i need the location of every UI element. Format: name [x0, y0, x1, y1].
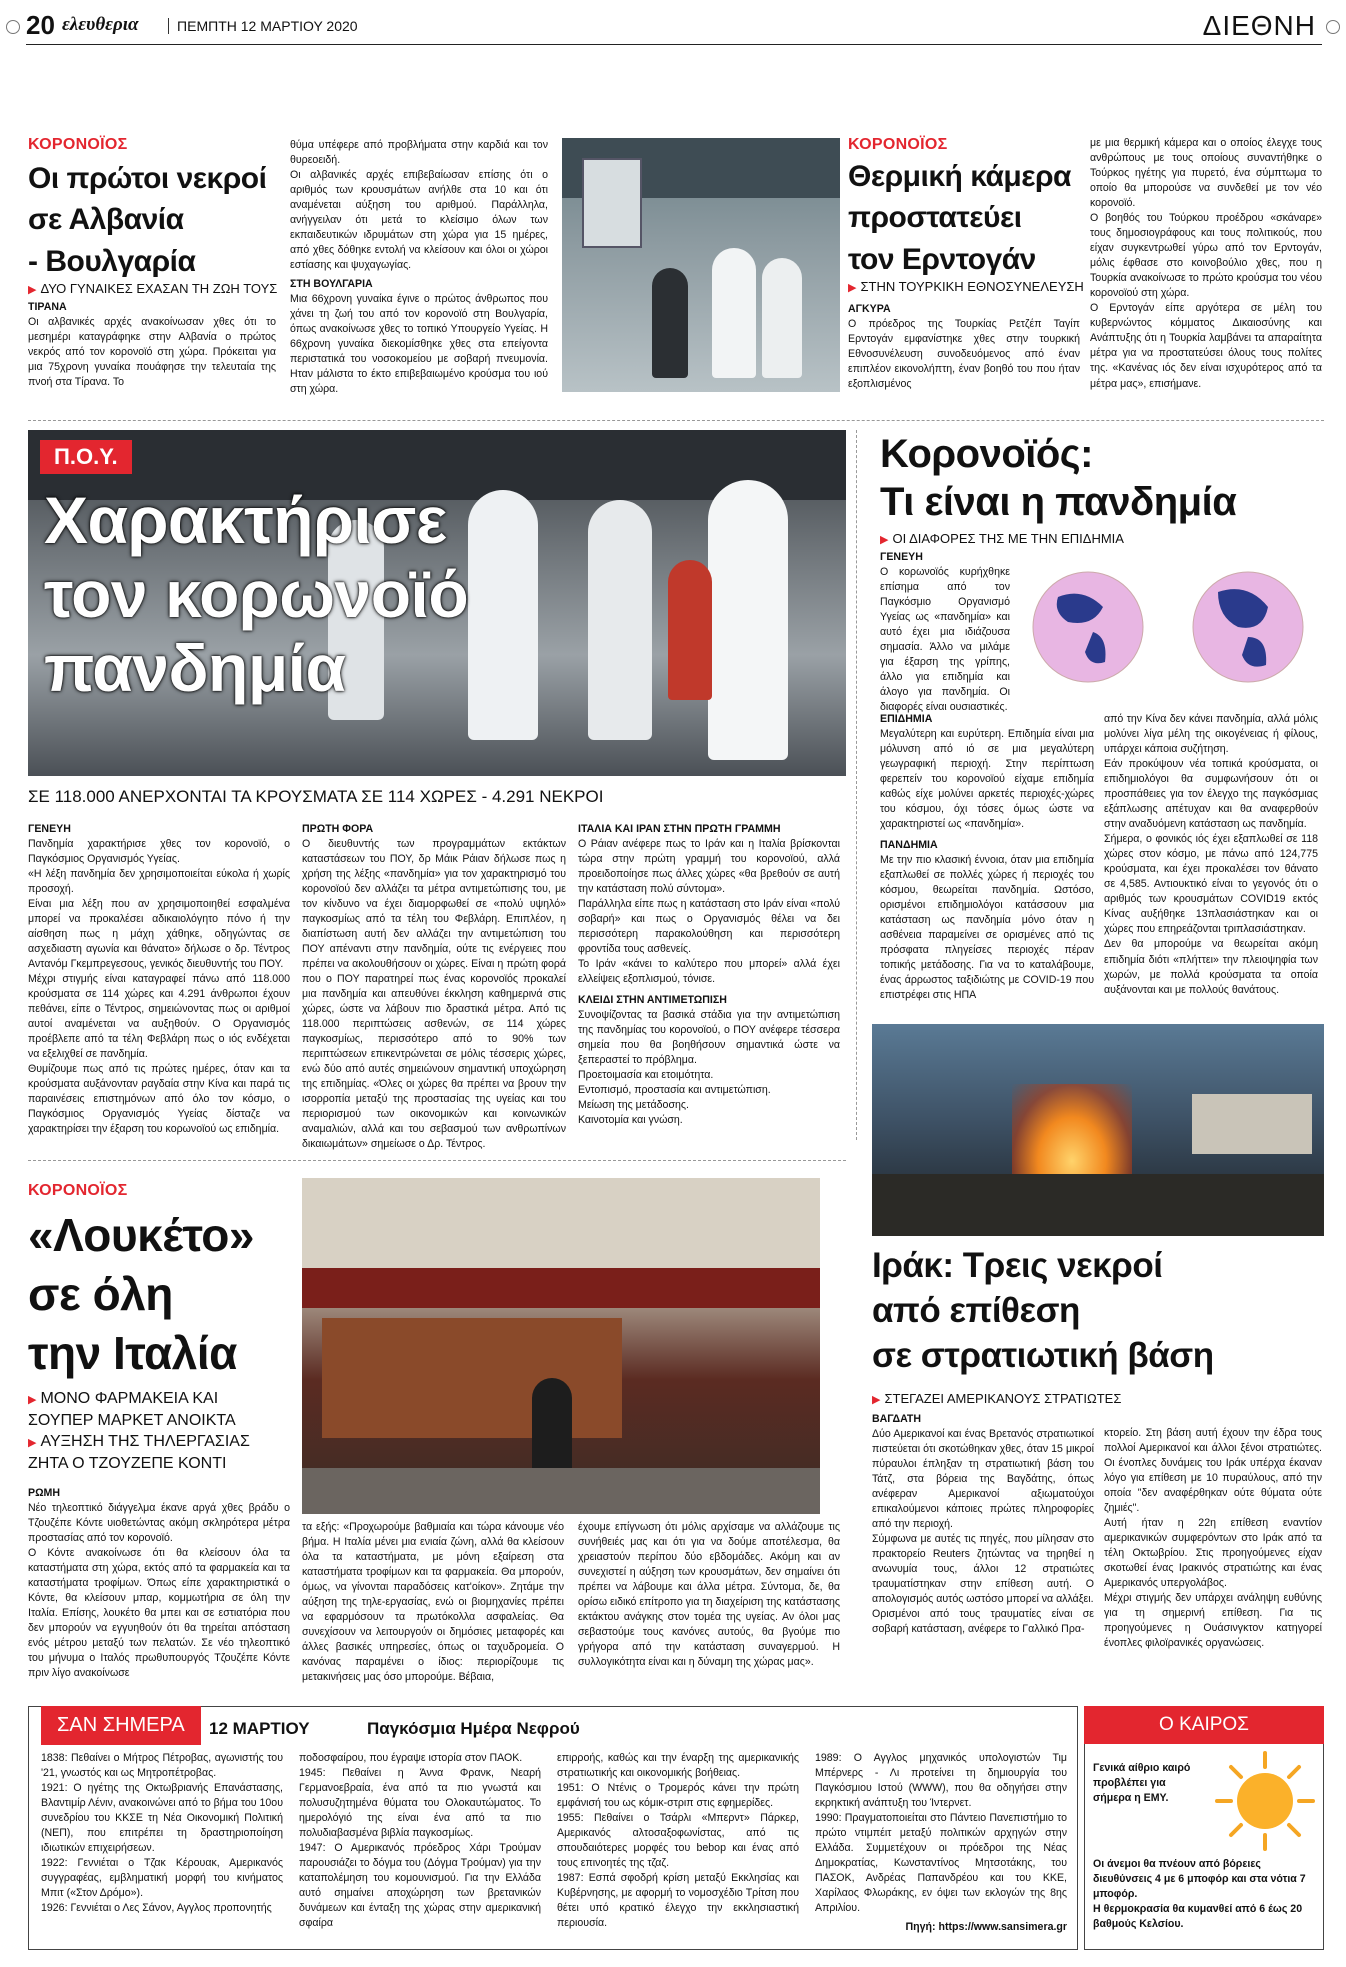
- headline-overlay: Χαρακτήρισε τον κορωνοϊό πανδημία: [44, 483, 469, 705]
- vertical-divider: [856, 430, 857, 1140]
- column-3: έχουμε επίγνωση ότι μόλις αρχίσαμε να αλλάζουμε τις συνήθειές μας και ότι για να δούμε αποτέλεσμα, θα χρειαστούν περίπου δύο εβδομάδες. Ακόμη και αν συνεχιστεί η αύξηση των κρουσμάτων, δεν σημαίνει ότι πρέπει να λάβουμε και άλλα μέτρα. Σύντομα, δε, θα ορίσω ειδικό επίτροπο για τη διαχείριση της κατάστασης εκτάκτου ανάγκης στον τομέα της υγείας. Αν όλοι μας σεβαστούμε τους κανόνες αυτούς, θα βγούμε πιο γρήγορα από την κατάσταση συναγερμού. Η συλλογικότητα είναι και η δύναμη της χώρας μας».: [578, 1521, 840, 1669]
- column-1: ΑΓΚΥΡΑ Ο πρόεδρος της Τουρκίας Ρετζέπ Ταγίπ Ερντογάν εμφανίστηκε χθες στην τουρκική Εθνοσυνέλευση συνοδευόμενος από έναν επιπλέον εικονολήπτη, έναν βοηθό του που ήταν εξοπλισμένος: [848, 303, 1080, 390]
- photo-closed-cafe: [302, 1178, 820, 1514]
- weather-box: [1084, 1706, 1324, 1950]
- reg-mark-right: [1326, 20, 1340, 34]
- divider: [28, 1160, 846, 1161]
- today-label: ΣΑΝ ΣΗΜΕΡΑ: [41, 1706, 201, 1745]
- headline: Θερμική κάμερα προστατεύει τον Ερντογάν: [848, 160, 1071, 276]
- column-2: με μια θερμική κάμερα και ο οποίος έλεγχε τους ανθρώπους με τους οποίους συναντήθηκε ο Τούρκος ηγέτης για πυρετό, ένα σύμπτωμα το οποίο θα μπορούσε να συνδεθεί με τον νέο κορονοϊό. Ο βοηθός του Τούρκου προέδρου «σκάναρε» τους δημοσιογράφους και τους πολιτικούς, που είχαν συγκεντρωθεί γύρω από τον Ερντογάν, μόλις έφθασε στο κοινοβούλιο χθες, που η Τουρκία ανακοίνωσε το πρώτο κρούσμα του νέου κορονοϊού στη χώρα. Ο Ερντογάν είπε αργότερα σε μέλη του κυβερνώντος κόμματος Δικαιοσύνης και Ανάπτυξης ότι η Τουρκία λαμβάνει τα απαραίτητα μέτρα για να προστατεύσει όλους τους πολίτες της. «Κανένας ιός δεν είναι ισχυρότερος από τα μέτρα μας», επισήμανε.: [1090, 137, 1322, 390]
- page-header: [0, 0, 1346, 46]
- subheadline: ▶ ΣΤΕΓΑΖΕΙ ΑΜΕΡΙΚΑΝΟΥΣ ΣΤΡΑΤΙΩΤΕΣ: [872, 1391, 1122, 1406]
- headline: «Λουκέτο» σε όλη την Ιταλία: [28, 1209, 254, 1379]
- article-erdogan-thermal: [848, 52, 1324, 422]
- headline: Οι πρώτοι νεκροί σε Αλβανία - Βουλγαρία: [28, 162, 267, 278]
- column-1: ΒΑΓΔΑΤΗ Δύο Αμερικανοί και ένας Βρετανός στρατιωτικοί πιστεύεται ότι σκοτώθηκαν χθες, όταν 15 μικροί πύραυλοι έπληξαν τη στρατιωτική βάση του Τάτζ, στα βόρεια της Βαγδάτης, όπως ανέφεραν Αμερικανοί αξιωματούχοι επικαλούμενοι κάποιες πρώτες πληροφορίες από την περιοχή. Σύμφωνα με αυτές τις πηγές, που μίλησαν στο πρακτορείο Reuters ζητώντας να τηρηθεί η ανωνυμία τους, άλλοι 12 στρατιώτες τραυματίστηκαν στην επίθεση αυτή. Ο απολογισμός αυτός ωστόσο μπορεί να αλλάξει. Ορισμένοι από τους τραυματίες είναι σε σοβαρή κατάσταση, ανέφερε το Γαλλικό Πρα-: [872, 1413, 1094, 1636]
- headline: Ιράκ: Τρεις νεκροί από επίθεση σε στρατιωτική βάση: [872, 1246, 1214, 1375]
- category-label: ΚΟΡΟΝΟΪΟΣ: [848, 136, 948, 153]
- who-column-2: ΠΡΩΤΗ ΦΟΡΑ Ο διευθυντής των προγραμμάτων εκτάκτων καταστάσεων του ΠΟΥ, δρ Μάικ Ράιαν δήλωσε πως η χρήση της λέξης «πανδημία» για τον χαρακτηρισμό του κορονοϊού δεν αλλάζει τα μέτρα αντιμετώπισης του, με τον κίνδυνο να έχει διαμορφωθεί σε «πολύ υψηλό» παγκοσμίως από τα τέλη του Φεβλάρη. Επιπλέον, η διαπίστωση αυτή δεν αλλάζει την αντιμετώπιση του ΠΟΥ απέναντι στην πανδημία, ούτε τις ενέργειες που πρέπει να ακολουθήσουν οι χώρες. Είναι η πρώτη φορά που ο ΠΟΥ παρατηρεί πως ένας κορονοϊός προκαλεί μια πανδημία και απευθύνει έκκληση καθημερινά στις χώρες, ώστε να λάβουν πιο δραστικά μέτρα. Από τις 118.000 περιπτώσεις ασθενών, σε 114 χώρες παγκοσμίως, περισσότερο από το 90% των περιπτώσεων επικεντρώνεται σε μόλις τέσσερις χώρες, ενώ δύο από αυτές σημειώνουν σημαντική υποχώρηση της επιδημίας. «Όλες οι χώρες θα πρέπει να βρουν την ισορροπία μεταξύ της προστασίας της υγείας και του περιορισμού των οικονομικών και κοινωνικών αναμαλιών, αλλά και του σεβασμού των ανθρωπίνων δικαιωμάτων» σημείωσε ο Δρ. Τέντρος.: [302, 823, 566, 1151]
- header-date: ΠΕΜΠΤΗ 12 ΜΑΡΤΙΟΥ 2020: [168, 18, 358, 34]
- today-in-history-box: [28, 1706, 1078, 1950]
- subheadline: ▶ ΣΤΗΝ ΤΟΥΡΚΙΚΗ ΕΘΝΟΣΥΝΕΛΕΥΣΗ: [848, 279, 1084, 294]
- subheadline: ▶ ΟΙ ΔΙΑΦΟΡΕΣ ΤΗΣ ΜΕ ΤΗΝ ΕΠΙΔΗΜΙΑ: [880, 531, 1124, 546]
- page-number: 20: [26, 10, 55, 40]
- who-badge: Π.Ο.Υ.: [40, 440, 132, 474]
- photo-hazmat-station: [562, 138, 840, 392]
- category-label: ΚΟΡΟΝΟΪΟΣ: [28, 1182, 128, 1199]
- photo-disinfection-team: [28, 430, 846, 776]
- column-pandemic: από την Κίνα δεν κάνει πανδημία, αλλά μόλις μολύνει λίγα μέλη της οικογένειας ή φίλους, υπάρχει κάποια συζήτηση. Εάν προκύψουν νέα τοπικά κρούσματα, οι επιδημιολόγοι θα συμφωνήσουν ότι οι προσπάθειες για τον έλεγχο της παγκόσμιας εξάπλωσης απέτυχαν και θα αναφερθούν στην αναδυόμενη κατάσταση ως πανδημία. Σήμερα, ο φονικός ιός έχει εξαπλωθεί σε 118 χώρες στον κόσμο, με πάνω από 124,775 κρούσματα, και έχει προκαλέσει τον θάνατο σε 4,585. Αντιουκτικό είναι το γεγονός ότι ο αριθμός των κρουσμάτων COVID19 εκτός Κίνας αυξήθηκε 13πλασιάστηκαν και οι χώρες που επηρεάζονται τριπλασιάστηκαν. Δεν θα μπορούμε να θεωρείται ακόμη επιδημία διότι «πλήττει» την πλειοψηφία των χωρών, με πολλά κρούσματα τα οποία αυξάνονται και με πολλούς θανάτους.: [1104, 713, 1318, 996]
- weather-label: Ο ΚΑΙΡΟΣ: [1084, 1706, 1324, 1744]
- globe-graphic: [1018, 562, 1318, 692]
- header-rule: [26, 44, 1322, 45]
- who-subheadline: ΣΕ 118.000 ΑΝΕΡΧΟΝΤΑΙ ΤΑ ΚΡΟΥΣΜΑΤΑ ΣΕ 114 ΧΩΡΕΣ - 4.291 ΝΕΚΡΟΙ: [28, 787, 604, 806]
- headline: Κορονοϊός: Τι είναι η πανδημία: [880, 432, 1237, 524]
- sun-icon: [1213, 1749, 1317, 1853]
- reg-mark-left: [6, 20, 20, 34]
- section-name: ΔΙΕΘΝΗ: [1202, 10, 1316, 41]
- today-source: Πηγή: https://www.sansimera.gr: [905, 1921, 1067, 1934]
- column-2: κτορείο. Στη βάση αυτή έχουν την έδρα τους πολλοί Αμερικανοί και άλλοι ξένοι στρατιώτες. Οι ένοπλες δυνάμεις του Ιράκ υπέρχα έκαναν λόγο για επίθεση με 10 πυραύλους, από την οποία "δεν αναφέρθηκαν ούτε θύματα ούτε ζημιές". Αυτή ήταν η 22η επίθεση εναντίον αμερικανικών συμφερόντων στο Ιράκ από τα τέλη Οκτωβρίου. Στις προηγούμενες είχαν σκοτωθεί ένας Ιρακινός στρατιώτης και ένας Αμερικανός υπεργολάβος. Μέχρι στιγμής δεν υπάρχει ανάληψη ευθύνης για τη σημερινή επίθεση. Για τις προηγούμενες η Ουάσινγκτον κατηγορεί ένοπλες φιλοϊρανικές οργανώσεις.: [1104, 1427, 1322, 1650]
- column-1: ΤΙΡΑΝΑ Οι αλβανικές αρχές ανακοίνωσαν χθες ότι το μεσημέρι καταγράφηκε στην Αλβανία ο πρώτος νεκρός από τον κορονοϊό στη χώρα. Πρόκειται για μια 75χρονη γυναίκα πουάφησε την τελευταία της πνοή στα Τίρανα. Το: [28, 301, 276, 388]
- column-2: τα εξής: «Προχωρούμε βαθμιαία και τώρα κάνουμε νέο βήμα. Η Ιταλία μένει μια ενιαία ζώνη, αλλά θα κλείσουν όλα τα καταστήματα, με μόνη εξαίρεση στα καταστήματα τροφίμων και τα φαρμακεία. Θα μπορούν, όμως, να γίνονται παραδόσεις κατ'οίκον». Ζητάμε την αύξηση της τηλε-εργασίας, ενώ οι βιομηχανίες πρέπει να εφαρμόσουν τα πρωτόκολλα ασφαλείας. Θα συνεχίσουν να λειτουργούν οι δημόσιες μεταφορές και άλλες βασικές υπηρεσίες, όπως οι ταχυδρομεία. Ο κανόνας παραμένει ο ίδιος: περιορίζουμε τις μετακινήσεις μας όσο μπορούμε. Βέβαια,: [302, 1521, 564, 1684]
- who-column-1: ΓΕΝΕΥΗ Πανδημία χαρακτήρισε χθες τον κορονοϊό, ο Παγκόσμιος Οργανισμός Υγείας. «Η λέξη πανδημία δεν χρησιμοποιείται εύκολα ή χωρίς προσοχή. Είναι μια λέξη που αν χρησιμοποιηθεί εσφαλμένα μπορεί να προκαλέσει αδικαιολόγητο πόνο ή την αίσθηση πως η μάχη χάθηκε, οδηγώντας σε ασχεδιαστη αγωνία και θάνατο» δήλωσε ο δρ. Τέντρος Αντανόμ Γκεμπρεγεσους, γενικός διευθυντής του ΠΟΥ. Μέχρι στιγμής είναι καταγραφεί πάνω από 118.000 κρούσματα σε 114 χώρες και 4.291 άνθρωποι έχουν πεθάνει, είπε ο Τέντρος, σημειώνοντας πως οι αριθμοί αυτοί αναμένεται να αυξηθούν. Ο Οργανισμός προέβλεπε από τα τέλη Φεβλάρη πως ο ιός ενδέχεται να εξελιχθεί σε πανδημία. Θυμίζουμε πως από τις πρώτες ημέρες, όταν και τα κρούσματα αυξάνονταν ραγδαία στην Κίνα και παρά τις παραινέσεις επιστημόνων από όλο τον κόσμο, ο Παγκόσμιος Οργανισμός Υγείας δίσταζε να χαρακτηρίσει την έξαρση του κορωνοϊού ως επιδημία.: [28, 823, 290, 1136]
- today-column-3: επιρροής, καθώς και την έναρξη της αμερικανικής στρατιωτικής και οικονομικής βοήθειας. 1951: Ο Ντένις ο Τρομερός κάνει την πρώτη εμφάνισή του ως κόμικ-στριπ στις εφημερίδες. 1955: Πεθαίνει ο Τσάρλι «Μπερντ» Πάρκερ, Αμερικανός αλτοσαξοφωνίστας, από τις σπουδαιότερες μορφές του bebop και ένας από τους επινοητές της τζαζ. 1987: Εσπά σφοδρή κρίση μεταξύ Εκκλησίας και Κυβέρνησης, με αφορμή το νομοσχέδιο Τρίτση που θέτει υπό κρατικό έλεγχο την εκκλησιαστική περιουσία.: [557, 1752, 799, 1930]
- today-date: 12 ΜΑΡΤΙΟΥ: [209, 1719, 310, 1738]
- paper-name: ελευθερια: [62, 14, 139, 35]
- article-albania-bulgaria: [28, 52, 558, 422]
- article-iraq-attack: [872, 1244, 1324, 1704]
- today-column-4: 1989: Ο Αγγλος μηχανικός υπολογιστών Τιμ Μπέρνερς - Λι προτείνει τη δημιουργία του Παγκόσμιου Ιστού (WWW), που θα οδηγήσει στην εκρηκτική ανάπτυξη του Ίντερνετ. 1990: Πραγματοποιείται στο Πάντειο Πανεπιστήμιο το πρώτο ντιμπέιτ μεταξύ πολιτικών αρχηγών στην Ελλάδα. Συμμετέχουν οι πρόεδροι της Νέας Δημοκρατίας, Κωνσταντίνος Μητσοτάκης, του ΠΑΣΟΚ, Ανδρέας Παπανδρέου και του ΚΚΕ, Χαρίλαος Φλωράκης, εν όψει των εκλογών της 8ης Απριλίου. Πηγή: https://www.sansimera.gr: [815, 1751, 1067, 1935]
- who-column-3: ΙΤΑΛΙΑ ΚΑΙ ΙΡΑΝ ΣΤΗΝ ΠΡΩΤΗ ΓΡΑΜΜΗ Ο Ράιαν ανέφερε πως το Ιράν και η Ιταλία βρίσκονται τώρα στην πρώτη γραμμή του κορονοϊού, αλλά προειδοποίησε πως άλλες χώρες «θα βρεθούν σε αυτή την κατάσταση πολύ σύντομα». Παράλληλα είπε πως η κατάσταση στο Ιράν είναι «πολύ σοβαρή» και πως ο Οργανισμός θέλει να δει περισσότερη παρακολούθηση και περισσότερη φροντίδα τους ασθενείς. Το Ιράν «κάνει το καλύτερο που μπορεί» αλλά έχει ελλείψεις εξοπλισμού, τόνισε. ΚΛΕΙΔΙ ΣΤΗΝ ΑΝΤΙΜΕΤΩΠΙΣΗ Συνοψίζοντας τα βασικά στάδια για την αντιμετώπιση της πανδημίας του κορονοϊού, ο ΠΟΥ ανέφερε τέσσερα σημεία που θα βοηθήσουν σημαντικά ώστε να ξεπεραστεί το πρόβλημα. Προετοιμασία και ετοιμότητα. Εντοπισμό, προστασία και αντιμετώπιση. Μείωση της μετάδοσης. Καινοτομία και γνώση.: [578, 823, 840, 1127]
- subheadline-1: ▶ ΜΟΝΟ ΦΑΡΜΑΚΕΙΑ ΚΑΙ ΣΟΥΠΕΡ ΜΑΡΚΕΤ ΑΝΟΙΚΤΑ ▶ ΑΥΞΗΣΗ ΤΗΣ ΤΗΛΕΡΓΑΣΙΑΣ ΖΗΤΑ Ο ΤΖΟΥΖΕΠΕ ΚΟΝΤΙ: [28, 1390, 250, 1472]
- column-2: θύμα υπέφερε από προβλήματα στην καρδιά και τον θυρεοειδή. Οι αλβανικές αρχές επιβεβαίωσαν επίσης ότι ο αριθμός των κρουσμάτων ανήλθε στα 10 και ότι αναμένεται αύξηση του αριθμού. Παράλληλα, ανήγγειλαν ότι μετά το κλείσιμο όλων των εκπαιδευτικών ιδρυμάτων στη χώρα για 15 ημέρες, από χθες δόθηκε εντολή να κλείσουν και όλοι οι χώροι εστίασης και ψυχαγωγίας. ΣΤΗ ΒΟΥΛΓΑΡΙΑ Μια 66χρονη γυναίκα έγινε ο πρώτος άνθρωπος που χάνει τη ζωή του από τον κορονοϊό στη Βουλγαρία, όπως ανακοίνωσε χθες το τοπικό Υπουργείο Υγείας. Η 66χρονη γυναίκα διεκομίσθηκε χθες στα επείγοντα περιστατικά του νοσοκομείου με σοβαρή πνευμονία. Ηταν μάλιστα το έκτο επιβεβαιωμένο κρούσμα του ιού στη χώρα.: [290, 139, 548, 396]
- subheadline: ▶ ΔΥΟ ΓΥΝΑΙΚΕΣ ΕΧΑΣΑΝ ΤΗ ΖΩΗ ΤΟΥΣ: [28, 281, 278, 296]
- intro-column: ΓΕΝΕΥΗ Ο κορωνοϊός κυρήχθηκε επίσημα από τον Παγκόσμιο Οργανισμό Υγείας ως «πανδημία» και αυτό έχει μια ιδιάζουσα σημασία. Άλλο να μιλάμε για έξαρση της γρίπης, άλλο για επιδημία και άλογο για πανδημία. Οι διαφορές είναι ουσιαστικές.: [880, 551, 1010, 714]
- today-event: Παγκόσμια Ημέρα Νεφρού: [367, 1719, 580, 1738]
- article-pandemic-explainer: [872, 426, 1324, 1116]
- column-1: ΡΩΜΗ Νέο τηλεοπτικό διάγγελμα έκανε αργά χθες βράδυ ο Τζουζέπε Κόντε υιοθετώντας ακόμη σκληρότερα μέτρα προστασίας από τον κορονοϊό. Ο Κόντε ανακοίνωσε ότι θα κλείσουν όλα τα καταστήματα στη χώρα, εκτός από τα φαρμακεία και τα καταστήματα τροφίμων. Όπως είπε χαρακτηριστικά ο Κόντε, θα κλείσουν μπαρ, κομμωτήρια σε όλη την Ιταλία. Επίσης, λουκέτο θα μπει και σε εστιατόρια που δεν μπορούν να εγγυηθούν ότι θα τηρείται απόσταση ενός μέτρου μεταξύ των πελατών. Σε νέο τηλεοπτικό του μήνυμα ο Ιταλός πρωθυπουργός Τζουζέπε Κόντε πριν λίγο ανακοίνωσε: [28, 1487, 290, 1680]
- divider: [28, 420, 1324, 421]
- weather-text-1: Γενικά αίθριο καιρό προβλέπει για σήμερα η ΕΜΥ.: [1093, 1762, 1191, 1805]
- category-label: ΚΟΡΟΝΟΪΟΣ: [28, 136, 128, 153]
- photo-fire-base: [872, 1024, 1324, 1236]
- today-column-1: 1838: Πεθαίνει ο Μήτρος Πέτροβας, αγωνιστής του '21, γνωστός και ως Μητροπέτροβας. 1921: Ο ηγέτης της Οκτωβριανής Επανάστασης, Βλαντιμίρ Λένιν, ανακοινώνει από το βήμα του 10ου συνεδρίου του ΚΚΣΕ τη Νέα Οικονομική Πολιτική (ΝΕΠ), που επιτρέπει τη δραστηριοποίηση ιδιωτικών επιχειρήσεων. 1922: Γεννιέται ο Τζακ Κέρουακ, Αμερικανός συγγραφέας, εμβληματική μορφή του κινήματος Μπιτ («Στον Δρόμο»). 1926: Γεννιέται ο Λες Σάνον, Αγγλος προπονητής: [41, 1752, 283, 1915]
- column-epidemic: ΕΠΙΔΗΜΙΑ Μεγαλύτερη και ευρύτερη. Επιδημία είναι μια μόλυνση από ιό σε μια μεγαλύτερη γεωγραφική περιοχή. Στην περίπτωση φερεπείν του κορονοϊού είχαμε επιδημία καθώς είχε μολύνει αρκετές περιοχές-χώρες του κόσμου, όχι τόσες όμως ώστε να χαρακτηριστεί ως «πανδημία». ΠΑΝΔΗΜΙΑ Με την πιο κλασική έννοια, όταν μια επιδημία εξαπλωθεί σε πολλές χώρες ή περιοχές του κόσμου, θεωρείται πανδημία. Ωστόσο, ορισμένοι επιδημιολόγοι κατάσσουν μια κατάσταση ως πανδημία μόνο όταν η ασθένεια παραμείνει σε ορισμένες από τις πρόσφατα πληγείσες περιοχές πέραν τοπικής μετάδοσης. Για να το καταλάβουμε, ένας άρρωστος ταξιδιώτης με COVID-19 που επιστρέφει στις ΗΠΑ: [880, 713, 1094, 1002]
- today-column-2: ποδοσφαίρου, που έγραψε ιστορία στον ΠΑΟΚ. 1945: Πεθαίνει η Άννα Φρανκ, Νεαρή Γερμανοεβραία, ένα από τα πιο γνωστά και πολυσυζητημένα θύματα του Ολοκαυτώματος. Το ημερολόγιό της είναι ένα από τα πιο πολυδιαβασμένα βιβλία παγκοσμίως. 1947: Ο Αμερικανός πρόεδρος Χάρι Τρούμαν παρουσιάζει το δόγμα του (Δόγμα Τρούμαν) για την καταπολέμηση του κομουνισμού. Για την Ελλάδα αυτό σημαίνει αποχώρηση των βρετανικών δυνάμεων και ένταξη της χώρας στην αμερικανική σφαίρα: [299, 1752, 541, 1930]
- weather-text-2: Οι άνεμοι θα πνέουν από βόρειες διευθύνσεις 4 με 6 μποφόρ και στα νότια 7 μποφόρ. Η θερμοκρασία θα κυμανθεί από 6 έως 20 βαθμούς Κελσίου.: [1093, 1858, 1306, 1931]
